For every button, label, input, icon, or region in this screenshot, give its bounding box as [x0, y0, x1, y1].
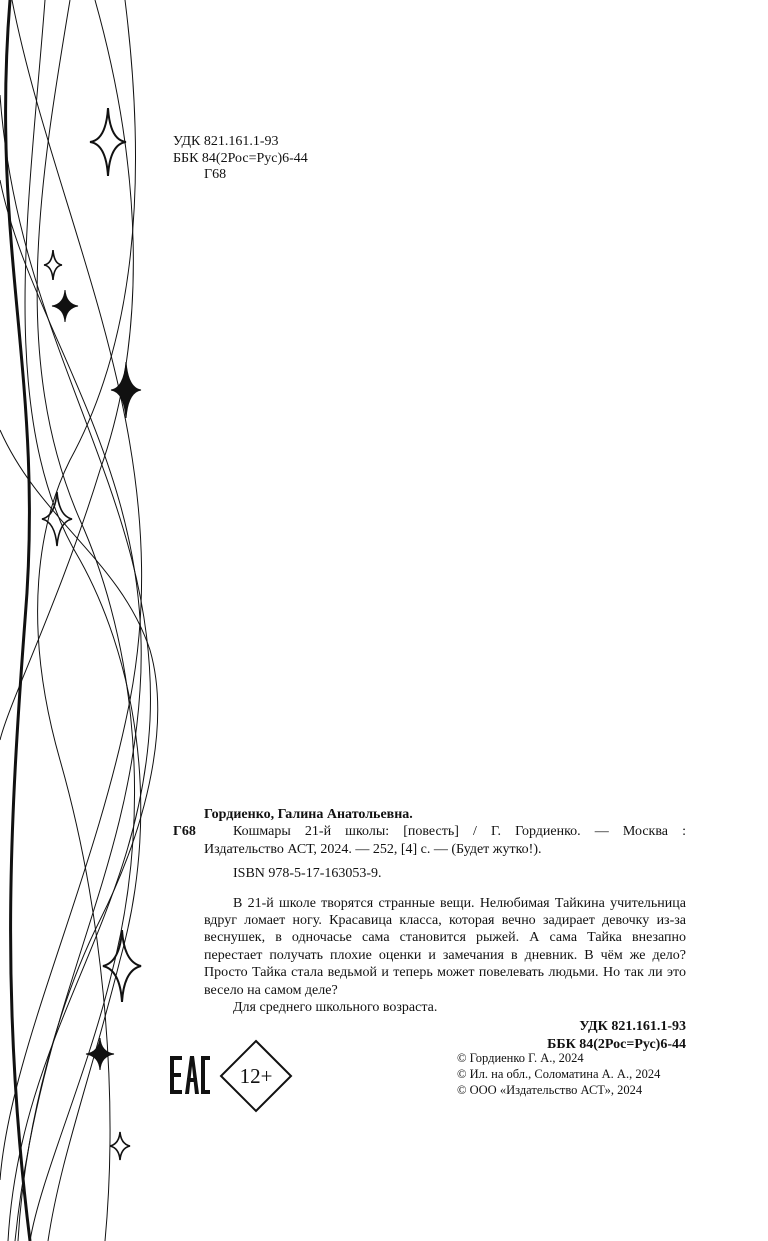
sparkle-icon [44, 250, 62, 280]
age-rating-label: 12+ [239, 1064, 273, 1088]
sparkle-icon [90, 108, 126, 176]
bibliographic-entry [173, 806, 686, 1053]
eac-logo [170, 1056, 210, 1094]
author-code-mark: Г68 [173, 824, 196, 840]
author-code: Г68 [204, 167, 227, 182]
bbk-code: ББК 84(2Рос=Рус)6-44 [173, 150, 308, 166]
sparkle-icon [86, 1038, 114, 1070]
title-line-2: Издательство АСТ, 2024. — 252, [4] с. — (Будет жутко!). [204, 841, 542, 857]
entry-bbk: ББК 84(2Рос=Рус)6-44 [547, 1036, 686, 1052]
copyright-block [457, 1050, 660, 1098]
annotation [173, 895, 686, 999]
sparkle-icon [52, 290, 78, 322]
sparkle-icon [111, 362, 141, 418]
catalog-header [173, 134, 308, 184]
sparkle-icon [103, 930, 141, 1002]
udk-code: УДК 821.161.1-93 [173, 134, 279, 149]
sparkle-icon [110, 1132, 130, 1160]
title-row [173, 823, 686, 840]
entry-udk: УДК 821.161.1-93 [579, 1019, 686, 1035]
audience-note: Для среднего школьного возраста. [233, 1000, 438, 1016]
isbn: ISBN 978-5-17-163053-9. [233, 866, 382, 882]
title-line-1: Кошмары 21-й школы: [повесть] / Г. Гордиенко. — Москва : [233, 824, 686, 840]
author-name: Гордиенко, Галина Анатольевна. [204, 807, 413, 822]
copyright-line: © Ил. на обл., Соломатина А. А., 2024 [457, 1067, 661, 1081]
copyright-line: © ООО «Издательство АСТ», 2024 [457, 1083, 643, 1097]
annotation-text: В 21-й школе творятся странные вещи. Нелюбимая Тайкина учительница вдруг ломает ногу. Красавица класса, которая вечно задирает девочку из-за веснушек, в одночасье сама становится рыжей. А сама Тайка внезапно перестает получать плохие оценки и замечания в дневник. В чём же дело? Просто Тайка стала ведьмой и теперь может повелевать людьми. Но так ли это весело на самом деле? [204, 895, 686, 998]
copyright-line: © Гордиенко Г. А., 2024 [457, 1051, 584, 1065]
